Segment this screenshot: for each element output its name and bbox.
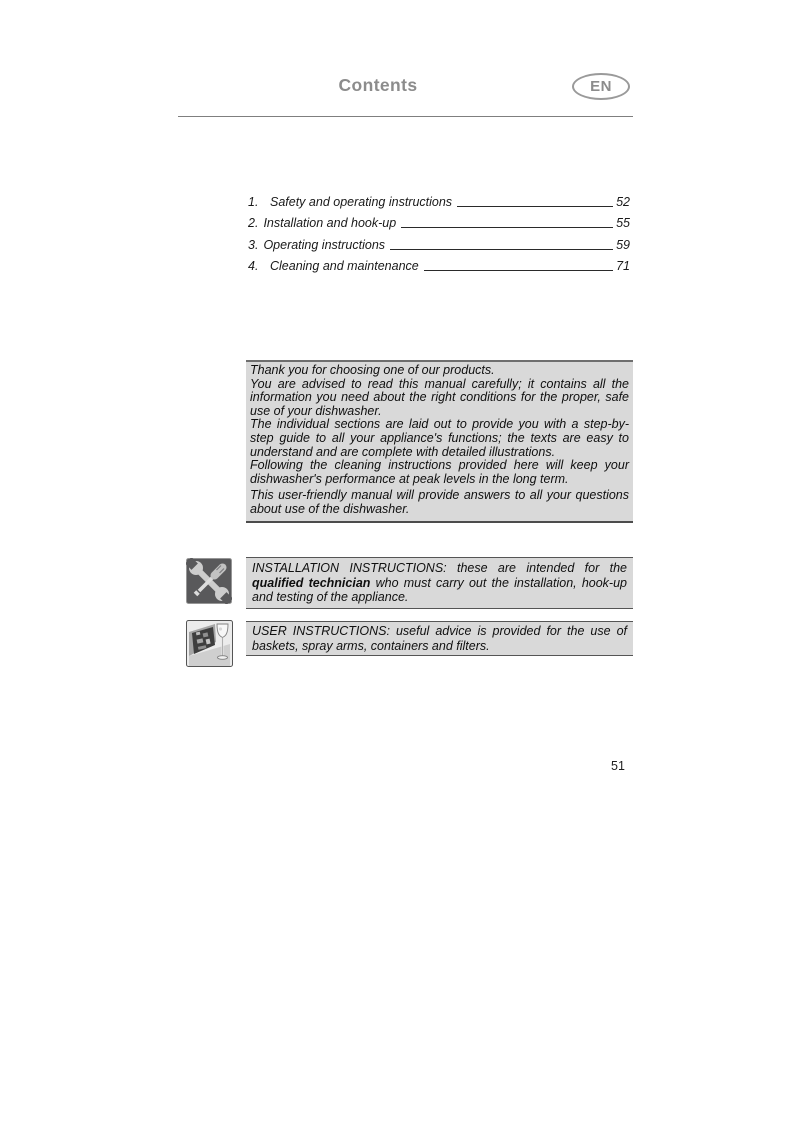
installation-note-box	[246, 557, 633, 609]
tools-icon	[186, 558, 232, 604]
footer-page-number: 51	[611, 759, 625, 773]
page-title: Contents	[338, 75, 418, 95]
toc-entry-label: Operating instructions	[263, 237, 386, 252]
toc-entry	[248, 230, 630, 252]
toc-entry-number: 4.	[248, 259, 259, 273]
toc-leader-line	[424, 270, 613, 271]
installation-note-bold-term: qualified technician	[252, 575, 371, 590]
toc-entry	[248, 252, 630, 274]
intro-paragraph: Following the cleaning instructions provided here will keep your dishwasher's performance at peak levels in the long term.	[250, 458, 629, 486]
toc-entry-number: 1.	[248, 194, 259, 209]
intro-paragraph: This user-friendly manual will provide answers to all your questions about use of the dishwasher.	[250, 488, 629, 516]
dishwasher-icon	[186, 620, 233, 667]
intro-text-box	[246, 360, 633, 523]
toc-entry	[248, 187, 630, 209]
user-note-text: USER INSTRUCTIONS: useful advice is provided for the use of baskets, spray arms, containers and filters.	[252, 624, 627, 653]
intro-paragraph: Thank you for choosing one of our products.	[250, 363, 495, 377]
toc-leader-line	[390, 249, 613, 250]
intro-paragraph: The individual sections are laid out to provide you with a step-by-step guide to all your appliance's functions; the texts are easy to understand and are complete with detailed illustrations.	[250, 417, 629, 459]
header-divider	[178, 116, 633, 117]
toc-entry	[248, 209, 630, 231]
toc-entry-page: 59	[616, 237, 630, 252]
toc-entry-page: 71	[616, 259, 630, 273]
toc-entry-label: Cleaning and maintenance	[270, 259, 419, 273]
toc-leader-line	[457, 206, 613, 207]
toc-entry-page: 52	[616, 194, 630, 209]
user-note-box	[246, 621, 633, 656]
language-badge-label: EN	[590, 78, 612, 95]
toc-leader-line	[401, 227, 613, 228]
toc-entry-number: 3.	[248, 237, 259, 252]
toc-entry-label: Installation and hook-up	[263, 216, 397, 230]
toc-entry-label: Safety and operating instructions	[270, 194, 453, 209]
installation-note-prefix: INSTALLATION INSTRUCTIONS: these are intended for the	[252, 561, 627, 575]
intro-paragraph: You are advised to read this manual carefully; it contains all the information you need about the right conditions for the proper, safe use of your dishwasher.	[250, 376, 629, 418]
language-badge	[572, 73, 630, 100]
table-of-contents	[248, 187, 630, 273]
toc-entry-page: 55	[616, 216, 630, 230]
toc-entry-number: 2.	[248, 216, 259, 230]
installation-note-suffix: who must carry out the installation, hook-up and testing of the appliance.	[252, 575, 627, 605]
